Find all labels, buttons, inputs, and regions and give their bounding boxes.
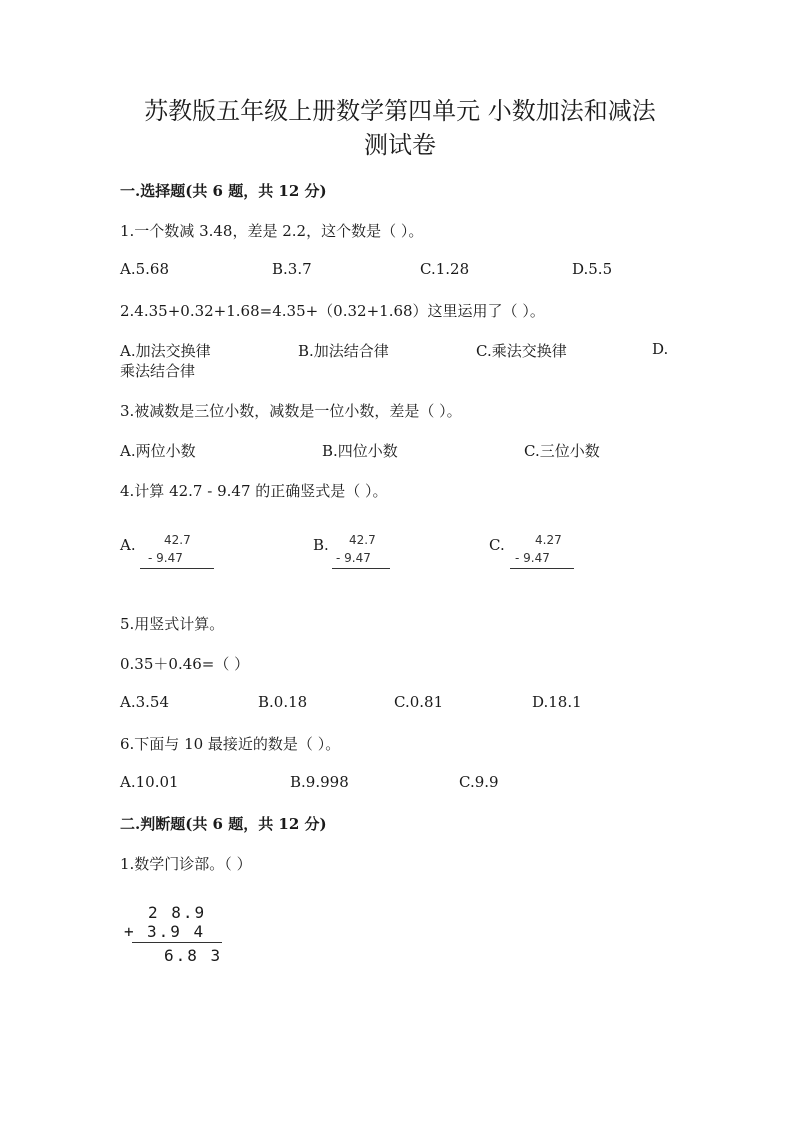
question-2-option-c[interactable]: C.乘法交换律 bbox=[476, 342, 567, 360]
question-5-option-a[interactable]: A.3.54 bbox=[120, 693, 169, 711]
question-6-option-c[interactable]: C.9.9 bbox=[459, 773, 499, 791]
calc-middle-number: 3.9 4 bbox=[147, 922, 206, 941]
question-2-option-a[interactable]: A.加法交换律 bbox=[120, 342, 211, 360]
question-1-option-a[interactable]: A.5.68 bbox=[120, 260, 169, 278]
question-3-option-c[interactable]: C.三位小数 bbox=[524, 442, 600, 460]
page-title-line2: 测试卷 bbox=[364, 131, 436, 159]
question-1-stem: 1.一个数减 3.48，差是 2.2，这个数是（ ）。 bbox=[120, 222, 424, 240]
question-4-option-a[interactable]: A. bbox=[120, 536, 136, 554]
vertical-c-top: 4.27 bbox=[535, 533, 562, 547]
calc-top-number: 2 8.9 bbox=[148, 903, 207, 922]
question-3-option-b[interactable]: B.四位小数 bbox=[322, 442, 398, 460]
question-3-stem: 3.被减数是三位小数，减数是一位小数，差是（ ）。 bbox=[120, 402, 462, 420]
question-3-option-a[interactable]: A.两位小数 bbox=[120, 442, 196, 460]
question-6-stem: 6.下面与 10 最接近的数是（ ）。 bbox=[120, 735, 341, 753]
question-1-option-b[interactable]: B.3.7 bbox=[272, 260, 312, 278]
question-5-option-c[interactable]: C.0.81 bbox=[394, 693, 444, 711]
vertical-a-line bbox=[140, 568, 214, 569]
question-2-stem: 2.4.35+0.32+1.68=4.35+（0.32+1.68）这里运用了（ ）。 bbox=[120, 302, 545, 320]
question-2-option-d-text[interactable]: 乘法结合律 bbox=[120, 362, 196, 380]
calc-plus-sign: + bbox=[124, 922, 136, 941]
question-5-expression: 0.35＋0.46=（ ） bbox=[120, 655, 250, 673]
question-5-stem: 5.用竖式计算。 bbox=[120, 615, 225, 633]
question-5-option-d[interactable]: D.18.1 bbox=[532, 693, 582, 711]
section-heading-choice: 一.选择题(共 6 题，共 12 分) bbox=[120, 182, 327, 200]
judgement-1-stem: 1.数学门诊部。（ ） bbox=[120, 855, 252, 873]
question-6-option-a[interactable]: A.10.01 bbox=[120, 773, 179, 791]
section-heading-judgement: 二.判断题(共 6 题，共 12 分) bbox=[120, 815, 327, 833]
question-2-option-d[interactable]: D. bbox=[652, 340, 669, 358]
calc-result: 6.8 3 bbox=[164, 946, 223, 965]
question-6-option-b[interactable]: B.9.998 bbox=[290, 773, 349, 791]
vertical-b-line bbox=[332, 568, 390, 569]
vertical-b-top: 42.7 bbox=[349, 533, 376, 547]
calc-line bbox=[132, 942, 222, 943]
vertical-c-line bbox=[510, 568, 574, 569]
question-4-option-c[interactable]: C. bbox=[489, 536, 505, 554]
vertical-b-bottom: - 9.47 bbox=[336, 551, 371, 565]
question-4-option-b[interactable]: B. bbox=[313, 536, 329, 554]
question-1-option-c[interactable]: C.1.28 bbox=[420, 260, 470, 278]
vertical-a-bottom: - 9.47 bbox=[148, 551, 183, 565]
vertical-a-top: 42.7 bbox=[164, 533, 191, 547]
vertical-c-bottom: - 9.47 bbox=[515, 551, 550, 565]
page-title: 苏教版五年级上册数学第四单元 小数加法和减法 bbox=[144, 97, 656, 125]
question-2-option-b[interactable]: B.加法结合律 bbox=[298, 342, 389, 360]
question-5-option-b[interactable]: B.0.18 bbox=[258, 693, 308, 711]
question-4-stem: 4.计算 42.7 - 9.47 的正确竖式是（ ）。 bbox=[120, 482, 388, 500]
question-1-option-d[interactable]: D.5.5 bbox=[572, 260, 613, 278]
